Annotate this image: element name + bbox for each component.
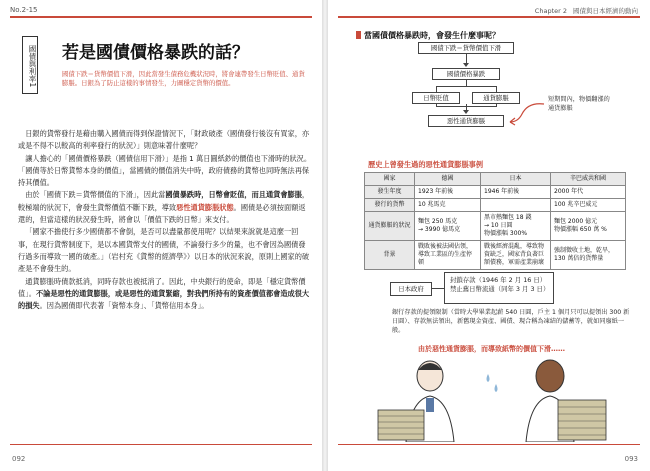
side-tab: 國債與利率1 [22,36,38,94]
flow-box-right: 通貨膨脹 [472,92,520,104]
page-title: 若是國債價格暴跌的話？ [62,43,249,63]
table-row [365,186,626,199]
table-cell: 戰後經濟混亂，導致物資缺乏，國家背負著巨額債務，軍需產業崩壞 [481,241,551,270]
flow-note: 短期間內，物價翻漲的通貨膨脹 [548,96,610,112]
flow-connector [436,86,496,87]
flow-diagram [328,0,650,160]
table-cell: 強制徵收土地，乾旱，130 萬倍的貨幣量 [551,241,626,270]
right-page [328,0,650,471]
body-paragraph [18,128,312,153]
body-paragraph [18,226,312,275]
sweat-drop-icon [487,374,490,382]
sweat-drop-icon [495,384,498,392]
table-cell: 黑市熱麵包 18 錢 → 10 日圓 物價漲幅 300% [481,212,551,241]
illustration-caption: 由於惡性通貨膨脹，而導致紙幣的價值下滑…… [418,345,565,353]
bottom-rule [338,444,640,446]
chapter-label: Chapter 2 [534,7,567,15]
table-header: 國家 [365,173,415,186]
flow-box-top: 國債下跌＝貨幣價值下滑 [418,42,514,54]
text-run: ，較極端的狀況下，會發生貨幣價值不斷下跌，導致 [18,190,310,212]
japan-measures-box [444,272,554,304]
flow-connector [436,104,437,107]
table-cell: 10 兆馬克 [415,199,481,212]
table-cell [481,199,551,212]
arrow-down-icon [463,110,469,114]
section-number: No.2-15 [10,6,38,14]
page-number: 093 [624,455,638,463]
table-cell: 麵包 2000 億元 物價漲幅 650 萬 % [551,212,626,241]
text-run: 讓人擔心的「國債價格暴跌（國債信用下滑）」是指 1 萬日圓紙鈔的價值也下滑時的狀況。「國債等於日幣貨幣本身的價值」，當國債的價值消失中時，政府債務的貨幣也同時無法再保持其價值。 [18,153,312,188]
table-header: 日本 [481,173,551,186]
row-header: 背景 [365,241,415,270]
table-cell: 1946 年前後 [481,186,551,199]
flow-connector [496,104,497,107]
table-cell: 1923 年前後 [415,186,481,199]
text-run: 日銀的貨幣發行是藉由購入國債而得到保證情況下，「財政破產（國債發行後沒有買家，亦或是不得不以較高的利率發行的狀況）」則意味著什麼呢？ [18,129,310,151]
flow-box-left: 日幣貶值 [412,92,460,104]
table-cell: 麵包 250 馬克 → 3990 億馬克 [415,212,481,241]
row-header: 發行的貨幣 [365,199,415,212]
body-paragraph [18,153,312,190]
money-stack-icon [378,410,424,440]
body-text [18,128,312,312]
flow-box-bottom: 惡性通貨膨脹 [428,115,504,127]
table-header-row [365,173,626,186]
flow-box-middle: 國債價格暴跌 [432,68,500,80]
arrow-down-icon [463,63,469,67]
left-page [0,0,322,471]
body-paragraph [18,189,312,226]
table-row [365,199,626,212]
summary-text: 國債下跌＝貨幣價值下滑，因此當發生債務危機狀況時，將會連帶發生日幣貶值、通貨膨脹。日銀為了防止這樣的事情發生，力圖穩定貨幣的價值。 [62,70,305,87]
text-run: 由於「國債下跌＝貨幣價值的下滑」，因此當 [25,190,166,200]
table-header: 德國 [415,173,481,186]
top-rule [10,16,312,18]
table-cell: 戰敗後被法國佔領，導致工業區的生產停頓 [415,241,481,270]
money-stack-icon [558,400,606,440]
table-cell: 100 兆辛巴威元 [551,199,626,212]
text-run: 。因為國債即代表著「資幣本身」、「貨幣信用本身」。 [39,301,209,311]
connector-line [432,288,444,289]
measure-item: 封鎖存款（1946 年 2 月 16 日） [450,276,547,284]
chapter-title: 國債與日本經濟的動向 [573,7,638,15]
flow-connector [436,106,496,107]
diagram-title: 當國債價格暴跌時，會發生什麼事呢？ [364,31,500,40]
japan-government-label: 日本政府 [390,282,432,296]
row-header: 通貨膨脹的狀況 [365,212,415,241]
curved-arrow-icon [508,100,548,130]
text-run: 惡性通貨膨脹狀態 [176,202,234,212]
text-run: 「國家不擔使行多少國債都不會倒，是否可以盡量都使用呢？以結果來說就是這麼一回事，在現行貨幣制度下，是以本國貨幣支付的國債，不論發行多少的量，也不會因為國債發行過多而導致一國的破產。」（岩村充《貨幣的經濟學》）以日本的狀況來說，原則上國家的破產是不會發生的。 [18,227,310,274]
text-run: 。國債是必須按面額返還的，但當這樣的狀況發生時，將會以「價值下跌的日幣」來支付。 [18,202,306,225]
measure-item: 禁止舊日幣流通（同年 3 月 3 日） [450,285,550,293]
table-row [365,241,626,270]
history-table [364,172,626,270]
table-title: 歷史上曾發生過的惡性通貨膨脹事例 [368,160,484,169]
bottom-rule [10,444,312,446]
people-with-cash-illustration [370,354,610,442]
text-run: 通貨膨脹時債款抵消，同時存款也被抵消了。因此，中央銀行的使命，即是「穩定貨幣價值」。 [18,276,306,298]
table-row [365,212,626,241]
row-header: 發生年度 [365,186,415,199]
table-header: 辛巴威共和國 [551,173,626,186]
text-run: 國債暴跌時，日幣會貶值，而且通貨會膨脹 [165,190,302,200]
table-cell: 2000 年代 [551,186,626,199]
page-number: 092 [12,455,26,463]
body-paragraph [18,276,312,313]
japan-description: 銀行存款的提領限制（當時大學畢業起薪 540 日圓，戶主 1 個月只可以提領出 300 新日圓）、存款無法領出，新舊現金資產、國債、現合稱為凍結的儲蓄等，就如同廢紙一般。 [392,309,630,334]
text-run: 不論是惡性的通貨膨脹，或是惡性的通貨緊縮，對我們所持有的資產價值都會造成很大的損失 [18,288,310,311]
